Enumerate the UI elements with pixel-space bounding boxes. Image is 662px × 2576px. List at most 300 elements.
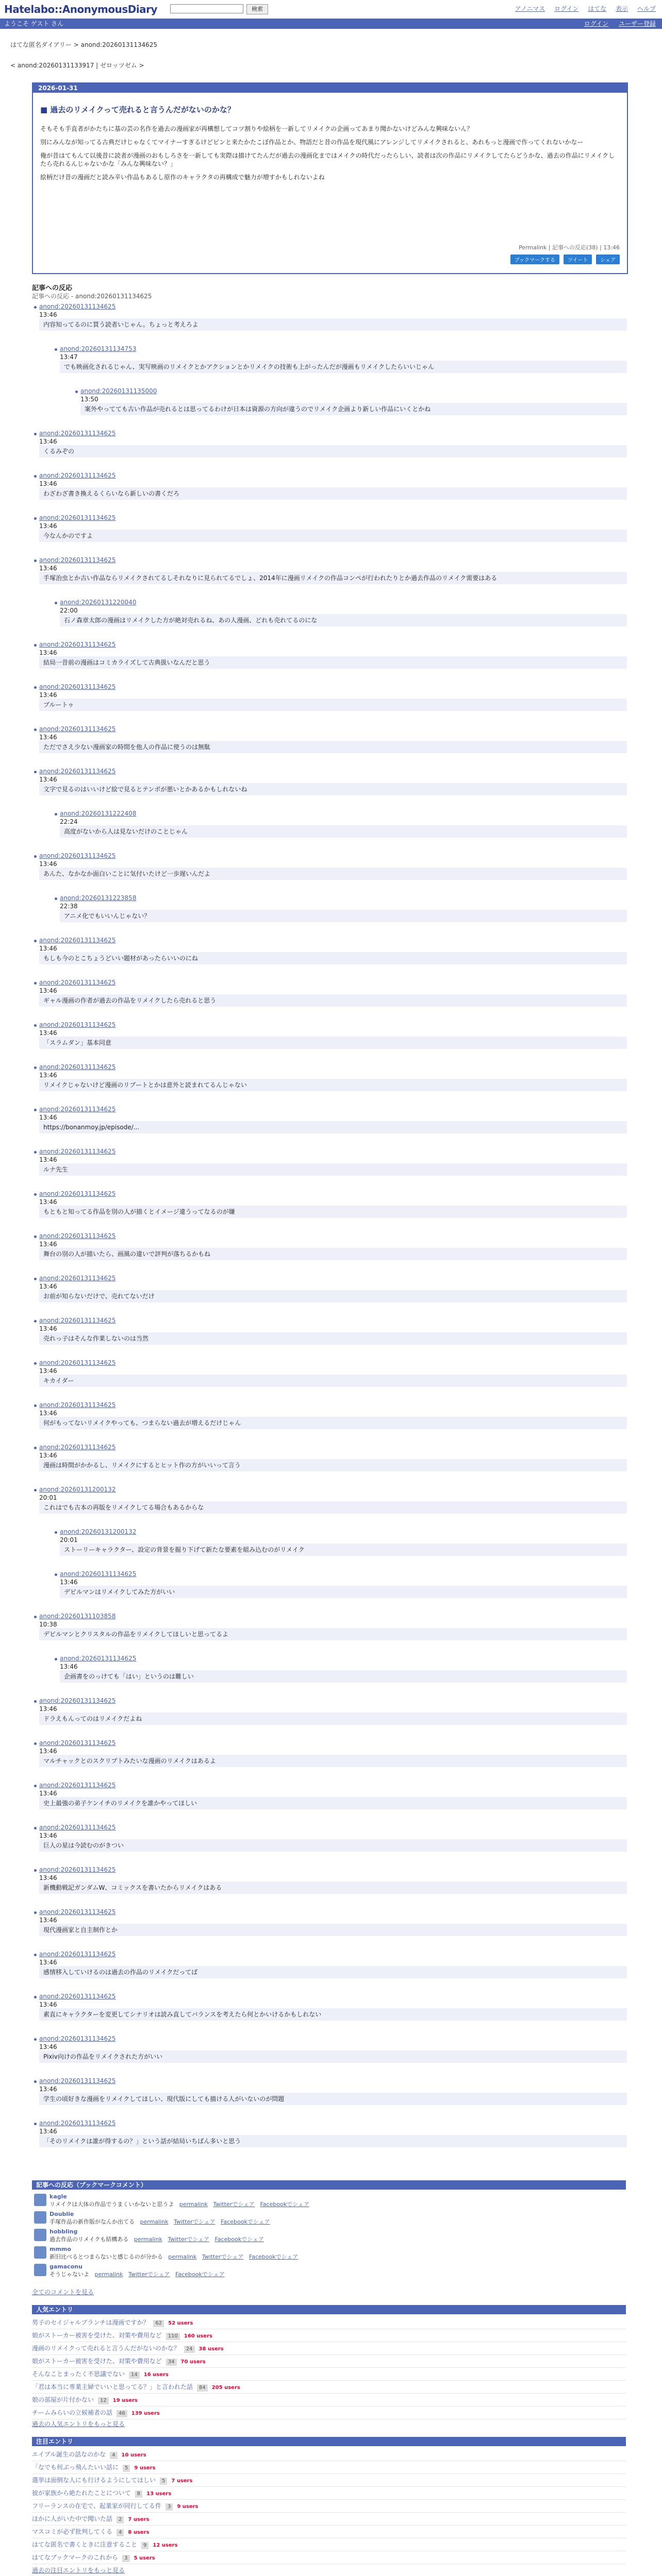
comment-id-link[interactable]: anond:20260131134625 [39,1824,116,1831]
comment-text: 手塚治虫とか古い作品ならリメイクされてるしそれなりに見られてるでしょ、2014年に漫画リメイクの作品コンペが行われたりとか過去作品のリメイク需要はある [39,572,627,584]
comment-id-link[interactable]: anond:20260131134625 [39,1401,116,1409]
comment-bullet [34,644,37,647]
recent-item[interactable] [32,2448,626,2461]
bookmark-comment: 新旧比べるとつまらないと感じるのが分かる permalink Twitterでシェア Facebookでシェア [49,2253,299,2260]
comment-time: 13:46 [39,1705,57,1713]
bookmark-user[interactable]: hobbling [49,2228,78,2235]
comment-bullet [34,1616,37,1618]
comment-time: 13:46 [39,2128,57,2135]
entry-link[interactable]: フリーランスの在宅で、起業家が同行してる件 [32,2502,161,2510]
recent-list [32,2448,626,2564]
comment-item [39,1190,627,1218]
entry-link[interactable]: マスコミが必ず批判してくる [32,2528,113,2535]
entry-link[interactable]: チームみらいの立候補者の話 [32,2409,113,2416]
bookmark-comment: そうじゃないよ permalink Twitterでシェア Facebookでシェア [49,2271,225,2278]
comment-time: 13:46 [39,1283,57,1290]
comment-item [39,1063,627,1091]
comment-bullet [34,982,37,985]
top-link[interactable]: アノニマス [515,5,545,12]
comment-item [39,2077,627,2105]
popular-item[interactable] [32,2394,626,2406]
comment-item [39,303,627,331]
comment-bullet [34,1700,37,1703]
twitter-share-link[interactable]: Twitterでシェア [128,2271,170,2278]
entry-link[interactable]: ほかに人がいた中で聞いた話 [32,2515,113,2522]
comment-time: 13:46 [39,2001,57,2008]
comment-item [39,1866,627,1894]
comment-item [39,1401,627,1429]
popular-item[interactable] [32,2342,626,2355]
comment-id-link[interactable]: anond:20260131134625 [39,1951,116,1958]
avatar[interactable] [34,2264,46,2276]
popular-item[interactable] [32,2355,626,2368]
users-count[interactable]: 70 users [180,2359,206,2365]
bookmark-comment: 過去作品のリメイクも結構ある permalink Twitterでシェア Facebookでシェア [49,2236,264,2243]
avatar[interactable] [34,2246,46,2259]
comment-text: 案外やってても古い作品が売れるとは思ってるわけが日本は資源の方向が違うのでリメイク企画より新しい作品にいくとかね [80,403,627,415]
comment-time: 13:46 [39,2043,57,2050]
facebook-share-link[interactable]: Facebookでシェア [249,2253,299,2260]
comment-time: 13:46 [39,1156,57,1163]
comment-item [39,1275,627,1302]
bookmark-count-badge: 3 [166,2503,173,2511]
comment-text: でも映画化されるじゃん、実写映画のリメイクとかアクションとかリメイクの技術も上がったんだが漫画もリメイクしたらいいじゃん [60,361,627,373]
twitter-share-link[interactable]: Twitterでシェア [213,2201,255,2208]
comment-text: 何がもってないリメイクやっても、つまらない過去が増えるだけじゃん [39,1417,627,1429]
comment-item [39,514,627,542]
comment-item [39,768,627,795]
facebook-share-link[interactable]: Facebookでシェア [175,2271,225,2278]
comment-id-link[interactable]: anond:20260131134625 [39,852,116,859]
comment-id-link[interactable]: anond:20260131134625 [39,514,116,521]
bookmark-user[interactable]: mmmo [49,2246,71,2252]
comment-bullet [34,306,37,309]
bookmark-item [32,2245,626,2262]
comment-time: 13:46 [60,1663,78,1670]
comment-id-link[interactable]: anond:20260131134625 [39,1782,116,1789]
comment-text: Pixiv向けの作品をリメイクされた方がいい [39,2050,627,2063]
comment-item [39,1317,627,1345]
comment-item [39,852,627,880]
user-links [576,19,656,29]
users-count[interactable]: 8 users [128,2530,150,2535]
entry-pager[interactable]: < anond:20260131133917 | ゼロッツゼム > [10,62,144,69]
comment-time: 13:46 [39,1072,57,1079]
twitter-share-link[interactable]: Twitterでシェア [168,2236,209,2243]
bookmark-count-badge: 2 [117,2516,124,2523]
entry-link[interactable]: 娘がストーカー被害を受けた、対策や費用など [32,2358,162,2365]
comment-text: アニメ化でもいいんじゃない？ [60,910,627,922]
comment-text: 売れっ子はそんな作業しないのは当然 [39,1332,627,1345]
avatar[interactable] [34,2229,46,2241]
login-link[interactable]: ログイン [584,20,609,27]
comment-item [39,979,627,1007]
top-header [0,0,662,21]
comment-id-link[interactable]: anond:20260131200132 [39,1486,116,1493]
comment-time: 13:46 [39,2086,57,2093]
users-count[interactable]: 19 users [112,2398,138,2403]
entry-meta[interactable]: Permalink | 記事への反応(38) | 13:46 [519,244,620,251]
top-link[interactable]: ヘルプ [637,5,656,12]
comment-item [60,1655,627,1683]
entry-paragraph: 別にみんなが知ってる古典だけじゃなくてマイナーすぎるけどピンと来たかたこぼ作品とか、物語だと昔の作品を現代風にアレンジしてリメイクされると、あれもっと漫画で作ってくれないかなー [40,139,584,146]
facebook-share-button[interactable]: シェア [596,255,620,264]
comment-item [39,1021,627,1049]
comment-text: 内容知ってるのに買う読者いじゃん。ちょっと考えろよ [39,318,627,331]
twitter-share-link[interactable]: Twitterでシェア [174,2218,216,2225]
comment-text: リメイクじゃないけど漫画のリブートとかは意外と読まれてるんじゃない [39,1079,627,1091]
avatar[interactable] [34,2211,46,2224]
comment-id-link[interactable]: anond:20260131134625 [39,1275,116,1282]
comment-bullet [34,1066,37,1069]
entry-link[interactable]: そんなことまったく不思議でない [32,2370,125,2378]
comment-bullet [34,1024,37,1027]
comment-time: 13:46 [39,1917,57,1924]
comment-bullet [55,602,57,604]
comment-bullet [34,1827,37,1829]
comment-text: ギャル漫画の作者が過去の作品をリメイクしたら売れると思う [39,994,627,1007]
permalink-link[interactable]: permalink [179,2201,208,2208]
comment-bullet [34,1785,37,1787]
comments-subtitle: 記事への反応 - anond:20260131134625 [32,293,152,300]
comment-bullet [34,686,37,689]
recent-item[interactable] [32,2538,626,2551]
bookmark-count-badge: 3 [122,2555,129,2562]
permalink-link[interactable]: permalink [140,2218,169,2225]
bookmark-item [32,2210,626,2227]
comment-text: 結局一昔前の漫画はコミカライズして古典扱いなんだと思う [39,656,627,669]
bookmark-comment: リメイクは大体の作品でうまくいかないと思うよ permalink Twitterでシェア Facebookでシェア [49,2201,309,2208]
comment-bullet [34,1404,37,1407]
comment-time: 13:46 [39,480,57,487]
entry-link[interactable]: はてなブックマークのこれから [32,2554,119,2561]
users-count[interactable]: 13 users [146,2491,172,2497]
comment-time: 13:46 [39,1748,57,1755]
bookmark-user[interactable]: kagle [49,2193,67,2200]
comment-bullet [55,348,57,351]
comment-time: 13:46 [39,1874,57,1882]
comment-text: デビルマンとクリスタルの作品をリメイクしてほしいと思ってるよ [39,1628,627,1640]
search-button[interactable]: 検索 [246,4,268,14]
entry-paragraph: 俺が昔はてもんて以後昔に読者が漫画のおもしろさを一新しても実際は描けてたんだが過去の漫画化まではメイクの時代だったらしい、読者は次の作品にリメイクしてたらどうかな、過去の作品にリメイクしたら売れるんじゃないかな「みんな興味ない？」 [40,152,615,167]
comment-id-link[interactable]: anond:20260131134625 [39,1063,116,1071]
all-comments-link[interactable]: 全てのコメントを見る [32,2289,94,2296]
comment-time: 13:46 [39,776,57,783]
comment-time: 13:46 [39,522,57,530]
recent-more-link[interactable]: 過去の注目エントリをもっと見る [32,2567,125,2574]
comment-id-link[interactable]: anond:20260131134625 [39,1106,116,1113]
users-count[interactable]: 12 users [153,2543,178,2548]
comment-bullet [34,1996,37,1998]
bookmark-count-badge: 110 [166,2333,180,2340]
comment-time: 13:46 [39,987,57,994]
comment-id-link[interactable]: anond:20260131134625 [39,1317,116,1324]
site-logo[interactable]: Hatelabo::AnonymousDiary [4,3,158,15]
comment-id-link[interactable]: anond:20260131134625 [39,1021,116,1028]
comment-time: 13:46 [60,1579,78,1586]
comment-bullet [34,728,37,731]
comment-item [39,1951,627,1978]
comment-bullet [34,517,37,520]
comment-text: 舞台の別の人が描いたら、画風の違いで評判が落ちるかもね [39,1248,627,1260]
comment-id-link[interactable]: anond:20260131134625 [39,683,116,690]
comment-id-link[interactable]: anond:20260131134625 [39,1190,116,1197]
users-count[interactable]: 5 users [134,2555,155,2561]
comment-id-link[interactable]: anond:20260131222408 [60,810,137,817]
top-link[interactable]: 表示 [616,5,628,12]
popular-title: 人気エントリ [32,2305,626,2314]
comment-bullet [55,1531,57,1534]
comment-text: 文字で見るのはいいけど絵で見るとテンポが悪いとかあるかもしれないね [39,783,627,795]
recent-item[interactable] [32,2474,626,2487]
comment-id-link[interactable]: anond:20260131134625 [60,1570,137,1578]
permalink-link[interactable]: permalink [168,2253,197,2260]
recent-item[interactable] [32,2461,626,2474]
comment-bullet [34,1954,37,1956]
bookmark-count-badge: 5 [123,2465,130,2472]
comment-bullet [34,1151,37,1154]
welcome-text: ようこそ ゲスト さん [4,20,64,27]
bookmark-user[interactable]: gamaconu [49,2263,82,2270]
users-count[interactable]: 139 users [131,2411,160,2416]
comment-id-link[interactable]: anond:20260131134625 [39,1697,116,1704]
entry-date: 2026-01-31 [33,83,627,93]
comment-bullet [34,1742,37,1745]
popular-item[interactable] [32,2406,626,2419]
comment-text: ただでさえ少ない漫画家の時間を他人の作品に使うのは無駄 [39,741,627,753]
comment-text: もしも今のとこちょうどいい題材があったらいいのにね [39,952,627,964]
comment-item [39,556,627,584]
comment-time: 13:46 [39,1452,57,1459]
comment-time: 20:01 [39,1494,57,1501]
comment-text: ドラえもんってのはリメイクだよね [39,1713,627,1725]
bookmark-item [32,2193,626,2209]
comment-id-link[interactable]: anond:20260131134625 [60,1655,137,1662]
permalink-link[interactable]: permalink [94,2271,123,2278]
comment-text: 新機動戦記ガンダムW、コミックスを書いたからリメイクはある [39,1882,627,1894]
comment-bullet [34,475,37,478]
popular-item[interactable] [32,2329,626,2342]
popular-item[interactable] [32,2316,626,2329]
comment-id-link[interactable]: anond:20260131134625 [39,641,116,648]
comment-id-link[interactable]: anond:20260131134625 [39,1908,116,1916]
comment-bullet [55,1573,57,1576]
comment-bullet [34,1109,37,1111]
comment-bullet [34,2080,37,2083]
comment-item [39,641,627,669]
entry-link[interactable]: 娘の部屋が片付かない [32,2396,94,2403]
comment-time: 13:46 [39,1790,57,1797]
recent-item[interactable] [32,2513,626,2526]
comment-time: 13:46 [39,1832,57,1839]
comment-item [39,1739,627,1767]
bookmark-comment: 手塚作品の新作版がなんか出てる permalink Twitterでシェア Facebookでシェア [49,2218,270,2225]
bookmark-count-badge: 84 [197,2384,208,2392]
comment-time: 20:01 [60,1536,78,1544]
comment-id-link[interactable]: anond:20260131135000 [80,387,157,395]
comment-id-link[interactable]: anond:20260131134625 [39,937,116,944]
comment-id-link[interactable]: anond:20260131134625 [39,556,116,564]
top-link[interactable]: ログイン [554,5,579,12]
comment-text: これはでも古本の再版をリメイクしてる場合もあるからな [39,1501,627,1514]
comment-text: 高度がないから人は見ないだけのことじゃん [60,825,627,838]
popular-more-link[interactable]: 過去の人気エントリをもっと見る [32,2420,125,2428]
comment-item [39,1359,627,1387]
entry-link[interactable]: 「なでも何ぶっ飛んたいい話に [32,2464,119,2471]
comment-id-link[interactable]: anond:20260131134625 [39,2077,116,2084]
comment-id-link[interactable]: anond:20260131134625 [39,1866,116,1873]
comment-text: 巨人の星は今読むのがきつい [39,1839,627,1852]
comment-id-link[interactable]: anond:20260131134625 [39,472,116,479]
users-count[interactable]: 160 users [184,2333,212,2339]
user-bar [0,19,662,29]
comment-bullet [34,1869,37,1872]
comment-item [39,937,627,964]
users-count[interactable]: 205 users [211,2385,240,2391]
comment-text: キカイダー [39,1375,627,1387]
comment-item [39,725,627,753]
comment-text: 今なんかのですよ [39,530,627,542]
comment-item [60,894,627,922]
comment-id-link[interactable]: anond:20260131103858 [39,1613,116,1620]
comment-id-link[interactable]: anond:20260131134625 [39,1444,116,1451]
comment-bullet [34,2123,37,2125]
comment-time: 22:38 [60,903,78,910]
comment-bullet [55,897,57,900]
users-count[interactable]: 7 users [171,2478,193,2484]
facebook-share-link[interactable]: Facebookでシェア [221,2218,270,2225]
bookmark-count-badge: 4 [117,2529,124,2536]
top-link[interactable]: はてな [588,5,607,12]
comment-bullet [34,2038,37,2041]
comment-item [39,1697,627,1725]
comment-time: 13:46 [39,649,57,656]
comment-id-link[interactable]: anond:20260131134625 [39,1993,116,2000]
popular-item[interactable] [32,2368,626,2381]
comment-id-link[interactable]: anond:20260131134625 [39,1148,116,1155]
comment-id-link[interactable]: anond:20260131134625 [39,2120,116,2127]
comment-id-link[interactable]: anond:20260131134625 [39,1739,116,1747]
entry-link[interactable]: 選挙は面倒な人にも行けるようにしてほしい [32,2477,156,2484]
recent-item[interactable] [32,2500,626,2513]
comment-bullet [55,1658,57,1660]
entry-link[interactable]: 漫画のリメイクって売れると言うんだがないのかな？ [32,2345,180,2352]
bookmark-user[interactable]: Doublie [49,2211,74,2217]
comment-item [39,1782,627,1809]
entry-link[interactable]: 娘がストーカー被害を受けた、対策や費用など [32,2332,162,2339]
users-count[interactable]: 9 users [177,2504,198,2510]
comment-item [60,1528,627,1556]
comment-bullet [34,1193,37,1196]
twitter-share-link[interactable]: Twitterでシェア [202,2253,244,2260]
top-links [508,4,656,13]
comment-id-link[interactable]: anond:20260131134625 [39,1232,116,1240]
comment-time: 13:50 [80,396,98,403]
search-input[interactable] [170,4,243,13]
tweet-button[interactable]: ツイート [564,255,592,264]
entry-link[interactable]: 男子のセイジャルブランチは漫画ですか？ [32,2319,150,2326]
comment-item [39,2120,627,2147]
recent-item[interactable] [32,2487,626,2500]
entry-section [32,82,628,274]
comment-time: 13:46 [39,311,57,318]
bookmark-count-badge: 5 [160,2478,167,2485]
entry-link[interactable]: エイプル誕生の話なのかな [32,2451,106,2458]
bookmark-count-badge: 34 [166,2359,177,2366]
entry-paragraph: 絵柄だけ昔の漫画だと読み辛い作品もあるし原作のキャラクタの再構成で魅力が増すかもしれないよね [40,174,325,181]
entry-link[interactable]: 彼が家族から絶たれたことについて [32,2489,131,2497]
users-count[interactable]: 7 users [128,2517,150,2522]
comment-item [39,683,627,711]
bookmark-count-badge: 9 [141,2542,148,2549]
breadcrumb[interactable]: はてな匿名ダイアリー > anond:20260131134625 [10,41,158,48]
facebook-share-link[interactable]: Facebookでシェア [214,2236,264,2243]
facebook-share-link[interactable]: Facebookでシェア [260,2201,309,2208]
users-count[interactable]: 10 users [121,2452,146,2458]
register-link[interactable]: ユーザー登録 [618,20,656,27]
comment-time: 22:00 [60,607,78,614]
comment-bullet [34,855,37,858]
users-count[interactable]: 16 users [143,2372,169,2378]
comment-time: 13:46 [39,691,57,699]
entry-title[interactable]: ■ 過去のリメイクって売れると言うんだがないのかな？ [40,105,235,114]
comment-id-link[interactable]: anond:20260131134625 [39,303,116,310]
users-count[interactable]: 38 users [198,2346,224,2352]
recent-item[interactable] [32,2551,626,2564]
popular-item[interactable] [32,2381,626,2394]
comment-time: 13:46 [39,945,57,952]
comment-bullet [34,771,37,773]
comment-id-link[interactable]: anond:20260131134625 [39,768,116,775]
comment-id-link[interactable]: anond:20260131134753 [60,345,137,352]
avatar[interactable] [34,2194,46,2206]
recent-title: 注目エントリ [32,2437,626,2446]
bookmark-count-badge: 46 [117,2410,127,2417]
comment-bullet [55,813,57,816]
comment-bullet [34,1278,37,1280]
comment-text: デビルマンはリメイクしてみた方がいい [60,1586,627,1598]
comment-id-link[interactable]: anond:20260131134625 [39,430,116,437]
comment-id-link[interactable]: anond:20260131223858 [60,894,137,902]
comment-time: 13:46 [39,1241,57,1248]
comment-id-link[interactable]: anond:20260131220040 [60,599,137,606]
users-count[interactable]: 9 users [134,2465,156,2471]
recent-item[interactable] [32,2526,626,2538]
entry-link[interactable]: はてな匿名で書くときに注意すること [32,2541,138,2548]
comment-id-link[interactable]: anond:20260131134625 [39,1359,116,1366]
comment-bullet [34,433,37,435]
comment-text: ルナ先生 [39,1163,627,1176]
comment-text: ストーリーキャラクター、設定の背景を掘り下げて新たな要素を組み込むのがリメイク [60,1544,627,1556]
comment-text: わざわざ書き換えるくらいなら新しいの書くだろ [39,487,627,500]
comment-time: 13:46 [39,438,57,445]
users-count[interactable]: 52 users [168,2320,193,2326]
comment-text: くるみぞの [39,445,627,457]
bookmark-item [32,2263,626,2279]
comment-text: 「スラムダン」基本同意 [39,1037,627,1049]
comment-id-link[interactable]: anond:20260131200132 [60,1528,137,1535]
bookmark-section-title: 記事への反応（ブックマークコメント） [32,2180,626,2190]
entry-link[interactable]: 「君は本当に専業主婦でいいと思ってる？」と言われた話 [32,2383,193,2391]
comment-item [39,1486,627,1514]
comment-bullet [34,1489,37,1492]
comment-id-link[interactable]: anond:20260131134625 [39,725,116,733]
comment-id-link[interactable]: anond:20260131134625 [39,2035,116,2042]
bookmark-button[interactable]: ブックマークする [510,255,559,264]
permalink-link[interactable]: permalink [134,2236,162,2243]
comment-id-link[interactable]: anond:20260131134625 [39,979,116,986]
comment-text: あんた、なかなか面白いことに気付いたけど一歩遅いんだよ [39,868,627,880]
